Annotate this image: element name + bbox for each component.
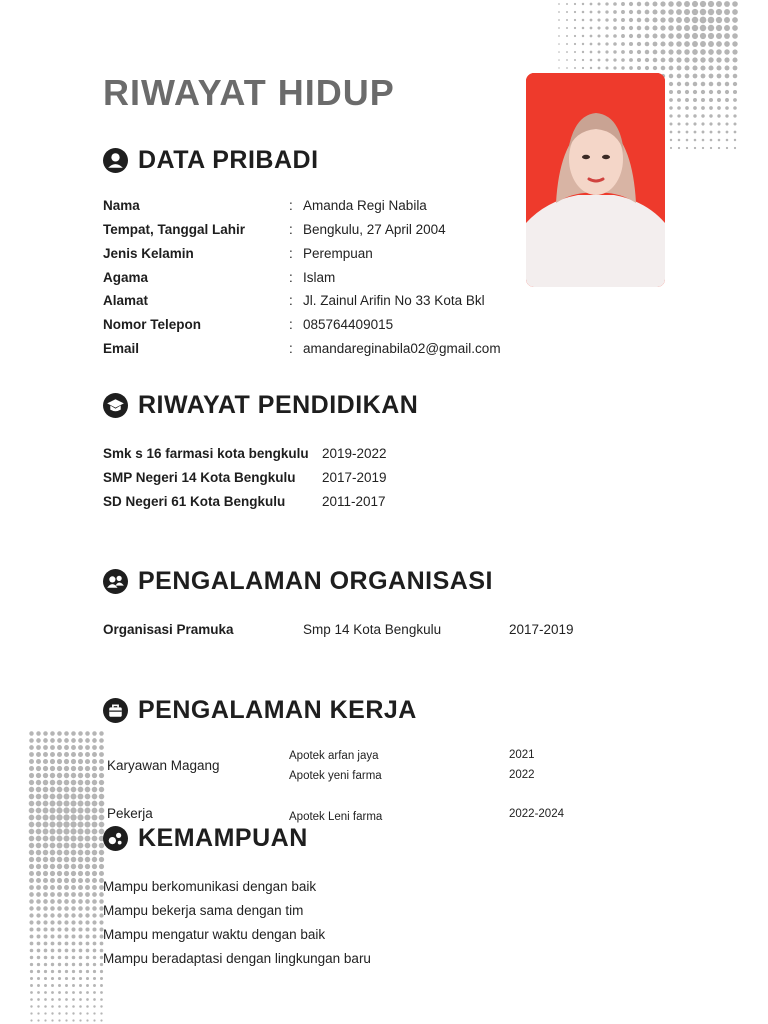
field-label-jenis-kelamin: Jenis Kelamin — [103, 246, 194, 261]
job-place: Apotek Leni farma — [289, 811, 383, 823]
section-heading-data-pribadi — [103, 146, 319, 175]
field-label-email: Email — [103, 341, 140, 356]
education-years: 2019-2022 — [322, 446, 387, 461]
field-label-alamat: Alamat — [103, 293, 149, 308]
decorative-dot-pattern-bottom — [28, 730, 108, 1024]
education-school: SD Negeri 61 Kota Bengkulu — [103, 494, 286, 509]
skills-icon — [103, 826, 128, 851]
job-year: 2022-2024 — [509, 808, 564, 820]
skill-item: Mampu beradaptasi dengan lingkungan baru — [103, 951, 371, 966]
section-heading-kerja — [103, 696, 417, 725]
field-separator: : — [289, 293, 293, 308]
education-school: SMP Negeri 14 Kota Bengkulu — [103, 470, 296, 485]
education-years: 2017-2019 — [322, 470, 387, 485]
briefcase-icon — [103, 698, 128, 723]
education-school: Smk s 16 farmasi kota bengkulu — [103, 446, 309, 461]
field-value-email: amandareginabila02@gmail.com — [303, 341, 501, 356]
section-heading-kemampuan — [103, 824, 308, 853]
field-label-telepon: Nomor Telepon — [103, 317, 202, 332]
job-role: Pekerja — [107, 806, 153, 821]
section-title: PENGALAMAN ORGANISASI — [138, 567, 493, 595]
job-place: Apotek arfan jaya — [289, 750, 379, 762]
person-icon — [103, 148, 128, 173]
field-label-ttl: Tempat, Tanggal Lahir — [103, 222, 246, 237]
job-year: 2022 — [509, 769, 535, 781]
section-title: PENGALAMAN KERJA — [138, 696, 417, 724]
group-icon — [103, 569, 128, 594]
field-separator: : — [289, 222, 293, 237]
field-label-agama: Agama — [103, 270, 149, 285]
field-separator: : — [289, 341, 293, 356]
field-value-nama: Amanda Regi Nabila — [303, 198, 427, 213]
field-value-agama: Islam — [303, 270, 336, 285]
job-place: Apotek yeni farma — [289, 770, 382, 782]
organization-name: Organisasi Pramuka — [103, 622, 234, 637]
section-title: RIWAYAT PENDIDIKAN — [138, 391, 419, 419]
field-label-nama: Nama — [103, 198, 140, 213]
section-title: KEMAMPUAN — [138, 824, 308, 852]
skill-item: Mampu bekerja sama dengan tim — [103, 903, 304, 918]
graduation-cap-icon — [103, 393, 128, 418]
education-years: 2011-2017 — [322, 494, 386, 509]
field-separator: : — [289, 198, 293, 213]
field-separator: : — [289, 246, 293, 261]
section-title: DATA PRIBADI — [138, 146, 319, 174]
profile-photo — [526, 73, 665, 287]
field-value-jenis-kelamin: Perempuan — [303, 246, 373, 261]
page-title: RIWAYAT HIDUP — [103, 72, 395, 113]
skill-item: Mampu mengatur waktu dengan baik — [103, 927, 326, 942]
job-year: 2021 — [509, 749, 535, 761]
organization-years: 2017-2019 — [509, 622, 574, 637]
field-value-telepon: 085764409015 — [303, 317, 394, 332]
section-heading-organisasi — [103, 567, 493, 596]
skill-item: Mampu berkomunikasi dengan baik — [103, 879, 317, 894]
field-separator: : — [289, 270, 293, 285]
job-role: Karyawan Magang — [107, 758, 220, 773]
field-value-alamat: Jl. Zainul Arifin No 33 Kota Bkl — [303, 293, 485, 308]
field-value-ttl: Bengkulu, 27 April 2004 — [303, 222, 446, 237]
section-heading-pendidikan — [103, 391, 418, 420]
organization-place: Smp 14 Kota Bengkulu — [303, 622, 442, 637]
field-separator: : — [289, 317, 293, 332]
